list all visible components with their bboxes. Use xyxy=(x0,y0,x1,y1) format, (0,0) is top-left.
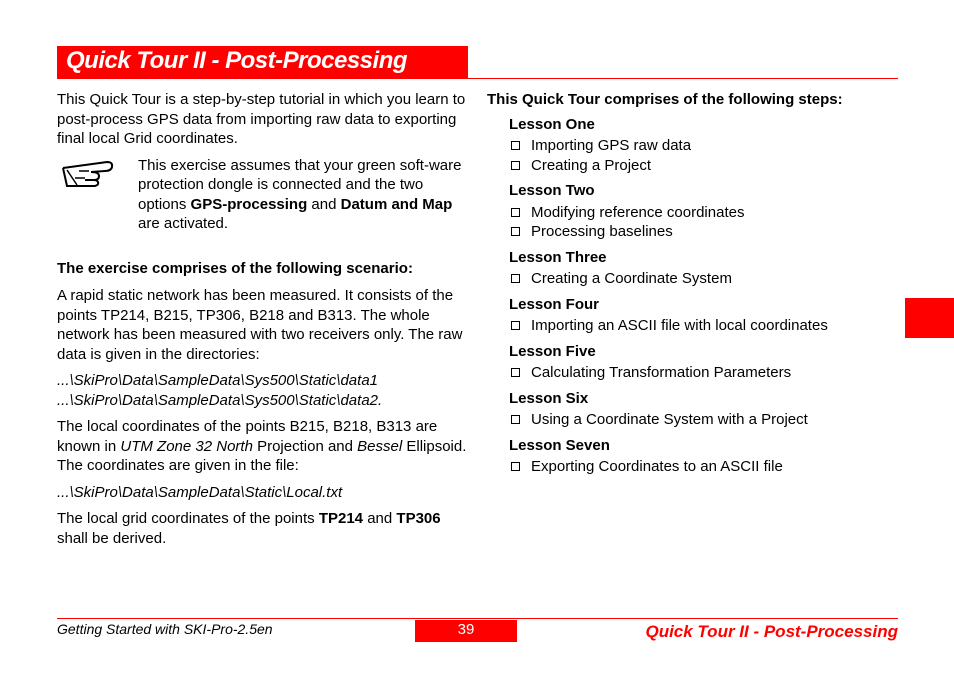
note-block xyxy=(57,156,467,236)
lesson-title: Lesson Two xyxy=(509,182,595,199)
local-file-path: ...\SkiPro\Data\SampleData\Static\Local.txt xyxy=(57,483,343,501)
intro-text: This Quick Tour is a step-by-step tutorial in which you learn to post-process GPS data from importing raw data to exporting final local Grid coordinates. xyxy=(57,91,466,147)
lesson-step-label: Exporting Coordinates to an ASCII file xyxy=(531,458,783,475)
lesson-step-item xyxy=(509,156,897,176)
right-column xyxy=(487,90,897,477)
lesson-step-label: Processing baselines xyxy=(531,223,673,240)
steps-heading: This Quick Tour comprises of the following steps: xyxy=(487,91,843,108)
lesson-step-item xyxy=(509,457,897,477)
lesson-title: Lesson Three xyxy=(509,248,607,266)
checkbox-square-icon xyxy=(511,368,520,377)
lesson-title: Lesson One xyxy=(509,115,595,133)
lesson-title: Lesson Six xyxy=(509,389,589,407)
lesson-step-item xyxy=(509,363,897,383)
pointing-hand-icon xyxy=(61,158,117,190)
checkbox-square-icon xyxy=(511,208,520,217)
lesson-step-label: Creating a Project xyxy=(531,156,652,174)
derive-paragraph: The local grid coordinates of the points TP214 and TP306 shall be derived. xyxy=(57,510,441,547)
lesson-title: Lesson Seven xyxy=(509,436,610,454)
checkbox-square-icon xyxy=(511,415,520,424)
footer-section-title: Quick Tour II - Post-Processing xyxy=(645,622,898,641)
page-number: 39 xyxy=(415,620,517,642)
checkbox-square-icon xyxy=(511,462,520,471)
lesson-step-label: Modifying reference coordinates xyxy=(531,203,745,221)
lesson-step-item xyxy=(509,410,897,430)
page-title: Quick Tour II - Post-Processing xyxy=(66,47,408,74)
lesson-step-label: Using a Coordinate System with a Project xyxy=(531,411,808,428)
lesson-step-label: Calculating Transformation Parameters xyxy=(531,364,792,381)
title-rule xyxy=(468,78,898,79)
footer-doc-title: Getting Started with SKI-Pro-2.5en xyxy=(57,621,273,637)
chapter-tab xyxy=(905,298,954,338)
lesson-step-item xyxy=(509,222,897,242)
checkbox-square-icon xyxy=(511,321,520,330)
lesson-step-item xyxy=(509,203,897,223)
note-text: This exercise assumes that your green soft-ware protection dongle is connected and the two options GPS-processing and Datum and Map are activated. xyxy=(138,156,462,232)
lesson-step-item xyxy=(509,316,897,336)
checkbox-square-icon xyxy=(511,227,520,236)
lesson-step-label: Creating a Coordinate System xyxy=(531,270,732,287)
footer-rule xyxy=(57,618,898,619)
lesson-step-label: Importing GPS raw data xyxy=(531,137,692,154)
lesson-step-item xyxy=(509,136,897,156)
lesson-title: Lesson Four xyxy=(509,295,600,313)
lesson-step-item xyxy=(509,269,897,289)
lesson-step-label: Importing an ASCII file with local coordinates xyxy=(531,317,828,334)
checkbox-square-icon xyxy=(511,141,520,150)
checkbox-square-icon xyxy=(511,161,520,170)
scenario-paragraph: A rapid static network has been measured. It consists of the points TP214, B215, TP306, B218 and B313. The whole network has been measured with two receivers only. The raw data is given in the directories: xyxy=(57,287,463,363)
scenario-heading: The exercise comprises of the following scenario: xyxy=(57,259,413,277)
lesson-title: Lesson Five xyxy=(509,342,596,360)
coordinates-paragraph: The local coordinates of the points B215, B218, B313 are known in UTM Zone 32 North Projection and Bessel Ellipsoid. The coordinates are given in the file: xyxy=(57,418,467,474)
checkbox-square-icon xyxy=(511,274,520,283)
left-column xyxy=(57,90,467,548)
lesson-list xyxy=(509,115,897,477)
data-path-2: ...\SkiPro\Data\SampleData\Sys500\Static\data2. xyxy=(57,391,383,409)
data-path-1: ...\SkiPro\Data\SampleData\Sys500\Static\data1 xyxy=(57,372,378,389)
